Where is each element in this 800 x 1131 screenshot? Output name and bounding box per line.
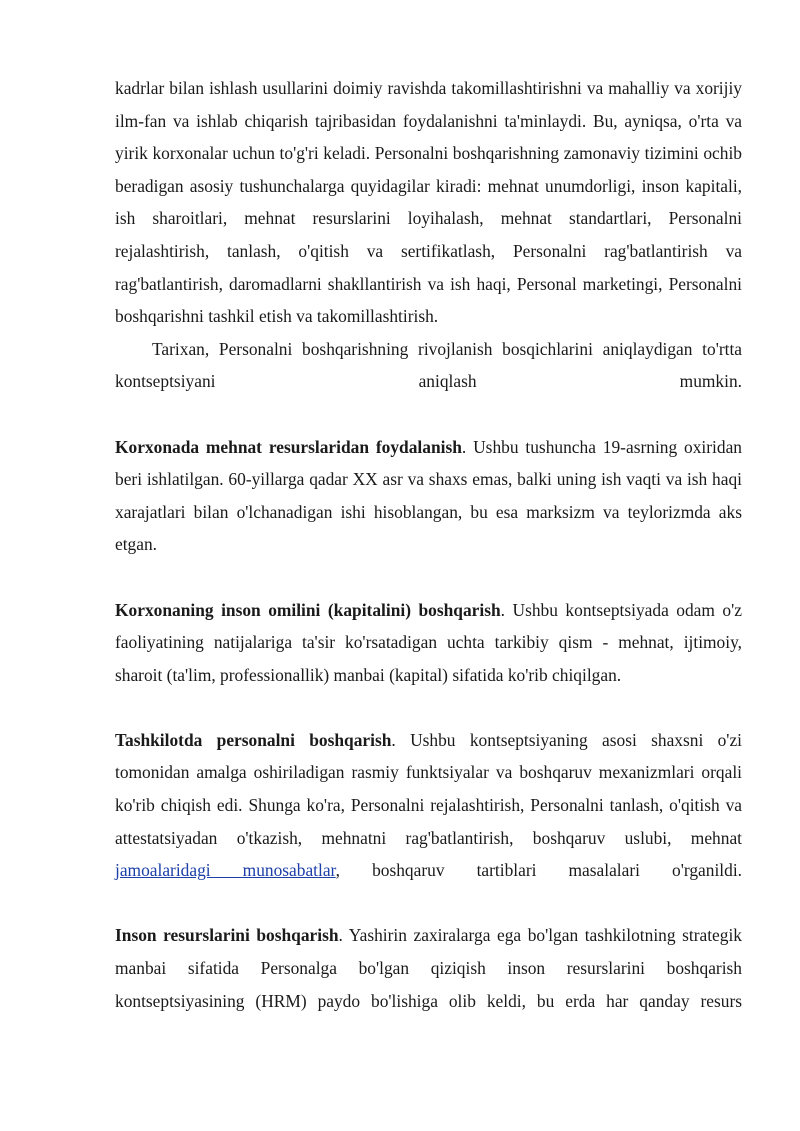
concept-heading-3: Tashkilotda personalni boshqarish <box>115 729 392 750</box>
intro-paragraph: kadrlar bilan ishlash usullarini doimiy ravishda takomillashtirishni va mahalliy va xorijiy ilm-fan va ishlab chiqarish tajribasidan foydalanishni ta'minlaydi. Bu, ayniqsa, o'rta va yirik korxonalar uchun to'g'ri keladi. Personalni boshqarishning zamonaviy tizimini ochib beradigan asosiy tushunchalarga quyidagilar kiradi: mehnat unumdorligi, inson kapitali, ish sharoitlari, mehnat resurslarini loyihalash, mehnat standartlari, Personalni rejalashtirish, tanlash, o'qitish va sertifikatlash, Personalni rag'batlantirish va rag'batlantirish, daromadlarni shakllantirish va ish haqi, Personal marketingi, Personalni boshqarishni tashkil etish va takomillashtirish. <box>115 78 742 327</box>
spacer <box>115 561 742 594</box>
spacer <box>115 398 742 431</box>
concept-text-3a: . Ushbu kontseptsiyaning asosi shaxsni o'zi tomonidan amalga oshiriladigan rasmiy funktsiyalar va boshqaruv mexanizmlari orqali ko'rib chiqish edi. Shunga ko'ra, Personalni rejalashtirish, Personalni tanlash, o'qitish va attestatsiyadan o'tkazish, mehnatni rag'batlantirish, boshqaruv uslubi, mehnat <box>115 729 742 848</box>
document-page <box>115 72 742 1017</box>
concept-text-1: . Ushbu tushuncha 19-asrning oxiridan beri ishlatilgan. 60-yillarga qadar XX asr va shaxs emas, balki uning ish vaqti va ish haqi xarajatlari bilan o'lchanadigan ishi hisoblangan, bu esa marksizm va teylorizmda aks etgan. <box>115 436 742 555</box>
concept-text-3b: , boshqaruv tartiblari masalalari o'rganildi. <box>335 860 742 881</box>
concept-text-2: . Ushbu kontseptsiyada odam o'z faoliyatining natijalariga ta'sir ko'rsatadigan uchta tarkibiy qism - mehnat, ijtimoiy, sharoit (ta'lim, professionallik) manbai (kapital) sifatida ko'rib chiqilgan. <box>115 599 742 685</box>
concept-paragraph-4 <box>115 919 742 1017</box>
concept-paragraph-2 <box>115 594 742 692</box>
relations-link[interactable]: jamoalaridagi munosabatlar <box>115 860 336 881</box>
concept-heading-4: Inson resurslarini boshqarish <box>115 925 339 946</box>
spacer <box>115 887 742 920</box>
history-paragraph: Tarixan, Personalni boshqarishning rivojlanish bosqichlarini aniqlaydigan to'rtta kontseptsiyani aniqlash mumkin. <box>115 338 742 392</box>
concept-heading-2: Korxonaning inson omilini (kapitalini) boshqarish <box>115 599 501 620</box>
concept-paragraph-3 <box>115 724 742 887</box>
spacer <box>115 691 742 724</box>
concept-paragraph-1 <box>115 431 742 561</box>
concept-text-4: . Yashirin zaxiralarga ega bo'lgan tashkilotning strategik manbai sifatida Personalga bo'lgan qiziqish inson resurslarini boshqarish kontseptsiyasining (HRM) paydo bo'lishiga olib keldi, bu erda har qanday resurs <box>115 925 742 1011</box>
concept-heading-1: Korxonada mehnat resurslaridan foydalanish <box>115 436 462 457</box>
